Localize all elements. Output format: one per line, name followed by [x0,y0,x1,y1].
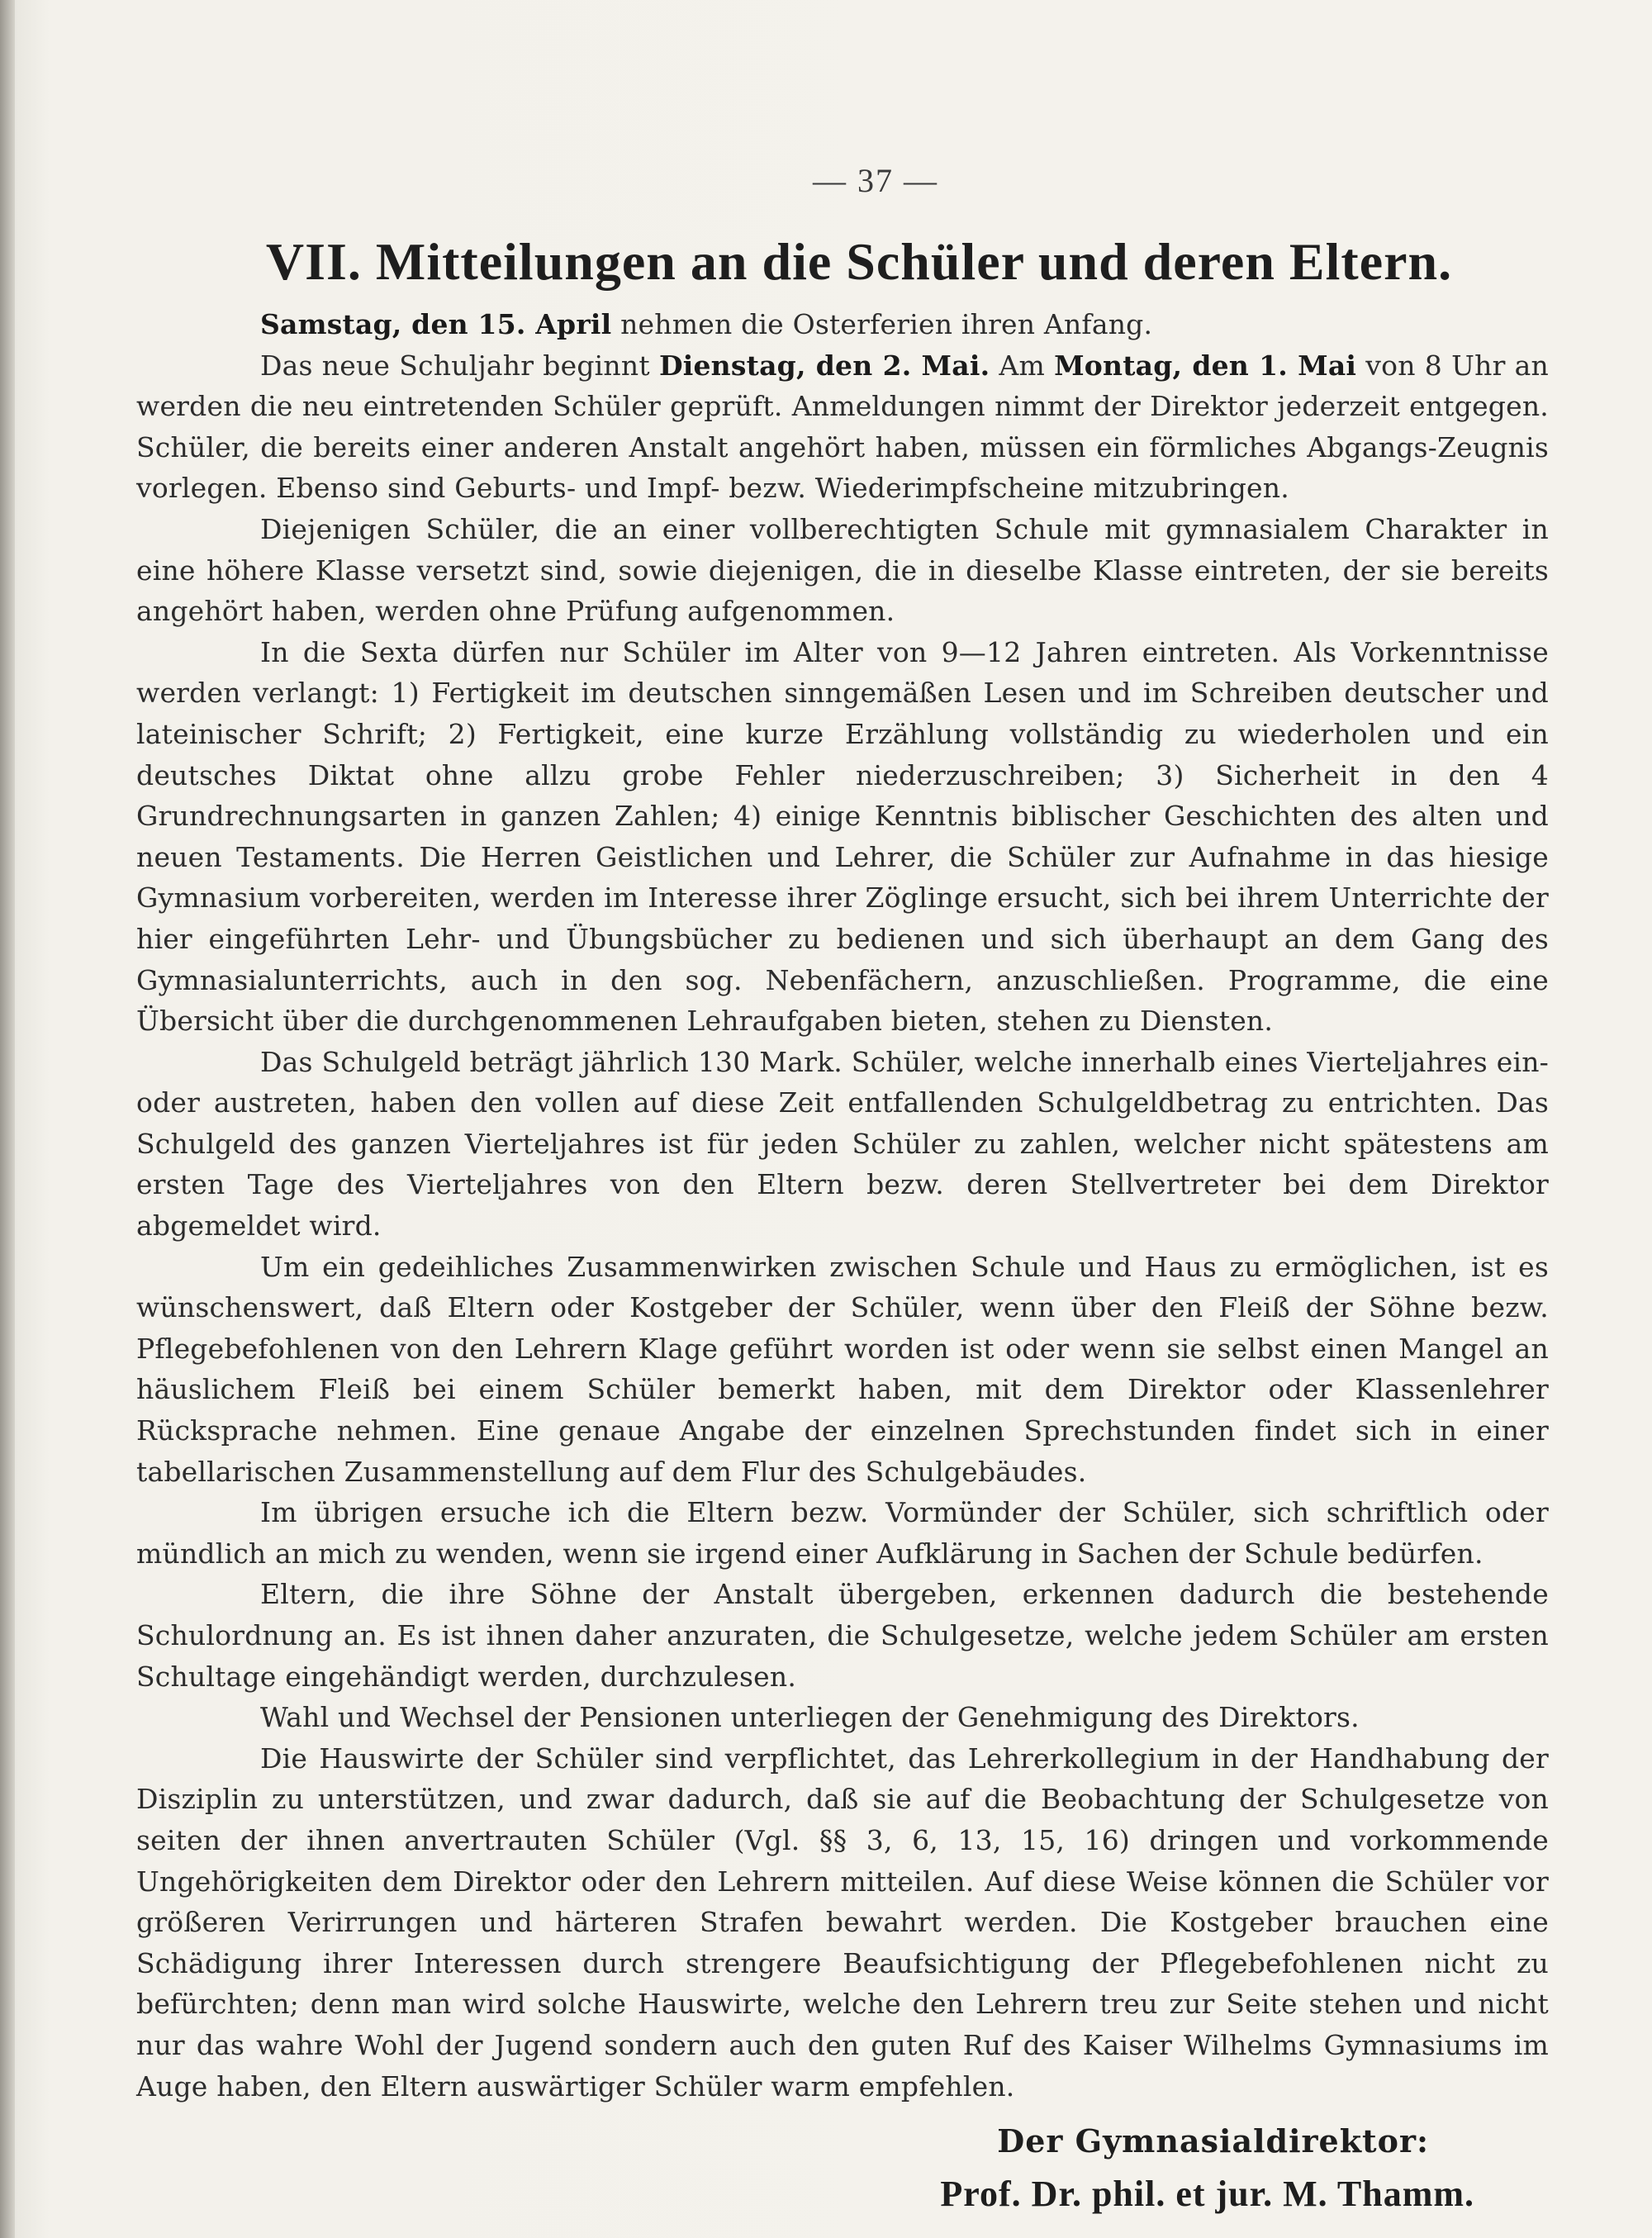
paragraph-text: Das neue Schuljahr beginnt [260,349,659,382]
book-spine-shadow [0,0,15,2238]
paragraph-text: nehmen die Osterferien ihren Anfang. [611,308,1153,340]
body-text [136,304,1549,2107]
section-title: VII. Mitteilungen an die Schüler und deren Eltern. [265,232,1453,291]
paragraph-text: In die Sexta dürfen nur Schüler im Alter von 9—12 Jahren eintreten. Als Vorkenntnisse werden verlangt: 1) Fertigkeit im deutschen sinngemäßen Lesen und im Schreiben deutscher und lateinischer Schrift; 2) Fertigkeit, eine kurze Erzählung vollständig zu wiederholen und ein deutsches Diktat ohne allzu grobe Fehler niederzuschreiben; 3) Sicherheit in den 4 Grundrechnungsarten in ganzen Zahlen; 4) einige Kenntnis biblischer Geschichten des alten und neuen Testaments. Die Herren Geistlichen und Lehrer, die Schüler zur Aufnahme in das hiesige Gymnasium vorbereiten, werden im Interesse ihrer Zöglinge ersucht, sich bei ihrem Unterrichte der hier eingeführten Lehr- und Übungsbücher zu bedienen und sich überhaupt an dem Gang des Gymnasialunterrichts, auch in den sog. Nebenfächern, anzuschließen. Programme, die eine Übersicht über die durchgenommenen Lehraufgaben bieten, stehen zu Diensten. [136,635,1549,1038]
paragraph-p3 [136,509,1549,632]
paragraph-p8 [136,1574,1549,1697]
bold-date-text: Dienstag, den 2. Mai. [658,349,990,382]
bold-date-text: Montag, den 1. Mai [1054,349,1357,382]
paragraph-p4 [136,632,1549,1042]
bold-date-text: Samstag, den 15. April [260,308,612,340]
signature-role: Der Gymnasialdirektor: [997,2122,1429,2160]
paragraph-text: Eltern, die ihre Söhne der Anstalt übergeben, erkennen dadurch die bestehende Schulordnung an. Es ist ihnen daher anzuraten, die Schulgesetze, welche jedem Schüler am ersten Schultage eingehändigt werden, durchzulesen. [136,1578,1549,1693]
paragraph-text: von 8 Uhr an werden die neu eintretenden Schüler geprüft. Anmeldungen nimmt der Direktor jederzeit entgegen. Schüler, die bereits einer anderen Anstalt angehört haben, müssen ein förmliches Abgangs-Zeugnis vorlegen. Ebenso sind Geburts- und Impf- bezw. Wiederimpfscheine mitzubringen. [136,349,1550,505]
paragraph-text: Im übrigen ersuche ich die Eltern bezw. Vormünder der Schüler, sich schriftlich oder mündlich an mich zu wenden, wenn sie irgend einer Aufklärung in Sachen der Schule bedürfen. [136,1496,1549,1570]
page-number: — 37 — [813,162,938,199]
paragraph-p1 [136,304,1549,345]
paragraph-p7 [136,1492,1549,1574]
paragraph-p9 [136,1697,1549,1738]
paragraph-text: Die Hauswirte der Schüler sind verpflichtet, das Lehrerkollegium in der Handhabung der Disziplin zu unterstützen, und zwar dadurch, daß sie auf die Beobachtung der Schulgesetze von seiten der ihnen anvertrauten Schüler (Vgl. §§ 3, 6, 13, 15, 16) dringen und vorkommende Ungehörigkeiten dem Direktor oder den Lehrern mitteilen. Auf diese Weise können die Schüler vor größeren Verirrungen und härteren Strafen bewahrt werden. Die Kostgeber brauchen eine Schädigung ihrer Interessen durch strengere Beaufsichtigung der Pflegebefohlenen nicht zu befürchten; denn man wird solche Hauswirte, welche den Lehrern treu zur Seite stehen und nicht nur das wahre Wohl der Jugend sondern auch den guten Ruf des Kaiser Wilhelms Gymnasiums im Auge haben, den Eltern auswärtiger Schüler warm empfehlen. [136,1741,1549,2103]
page-content [136,161,1549,2221]
paragraph-p2 [136,345,1549,509]
paragraph-p10 [136,1738,1549,2107]
signature-block [136,2115,1549,2221]
paragraph-text: Das Schulgeld beträgt jährlich 130 Mark. Schüler, welche innerhalb eines Vierteljahres ein- oder austreten, haben den vollen auf diese Zeit entfallenden Schulgeldbetrag zu entrichten. Das Schulgeld des ganzen Vierteljahres ist für jeden Schüler zu zahlen, welcher nicht spätestens am ersten Tage des Vierteljahres von den Eltern bezw. deren Stellvertreter bei dem Direktor abgemeldet wird. [136,1045,1549,1243]
paragraph-text: Am [990,349,1055,382]
paragraph-text: Wahl und Wechsel der Pensionen unterliegen der Genehmigung des Direktors. [260,1701,1360,1734]
paragraph-text: Um ein gedeihliches Zusammenwirken zwischen Schule und Haus zu ermöglichen, ist es wünschenswert, daß Eltern oder Kostgeber der Schüler, wenn über den Fleiß der Söhne bezw. Pflegebefohlenen von den Lehrern Klage geführt worden ist oder wenn sie selbst einen Mangel an häuslichem Fleiß bei einem Schüler bemerkt haben, mit dem Direktor oder Klassenlehrer Rücksprache nehmen. Eine genaue Angabe der einzelnen Sprechstunden findet sich in einer tabellarischen Zusammenstellung auf dem Flur des Schulgebäudes. [136,1250,1549,1488]
paragraph-text: Diejenigen Schüler, die an einer vollberechtigten Schule mit gymnasialem Charakter in eine höhere Klasse versetzt sind, sowie diejenigen, die in dieselbe Klasse eintreten, der sie bereits angehört haben, werden ohne Prüfung aufgenommen. [136,512,1549,628]
paragraph-p6 [136,1247,1549,1493]
paragraph-p5 [136,1042,1549,1247]
signature-name: Prof. Dr. phil. et jur. M. Thamm. [940,2174,1474,2215]
